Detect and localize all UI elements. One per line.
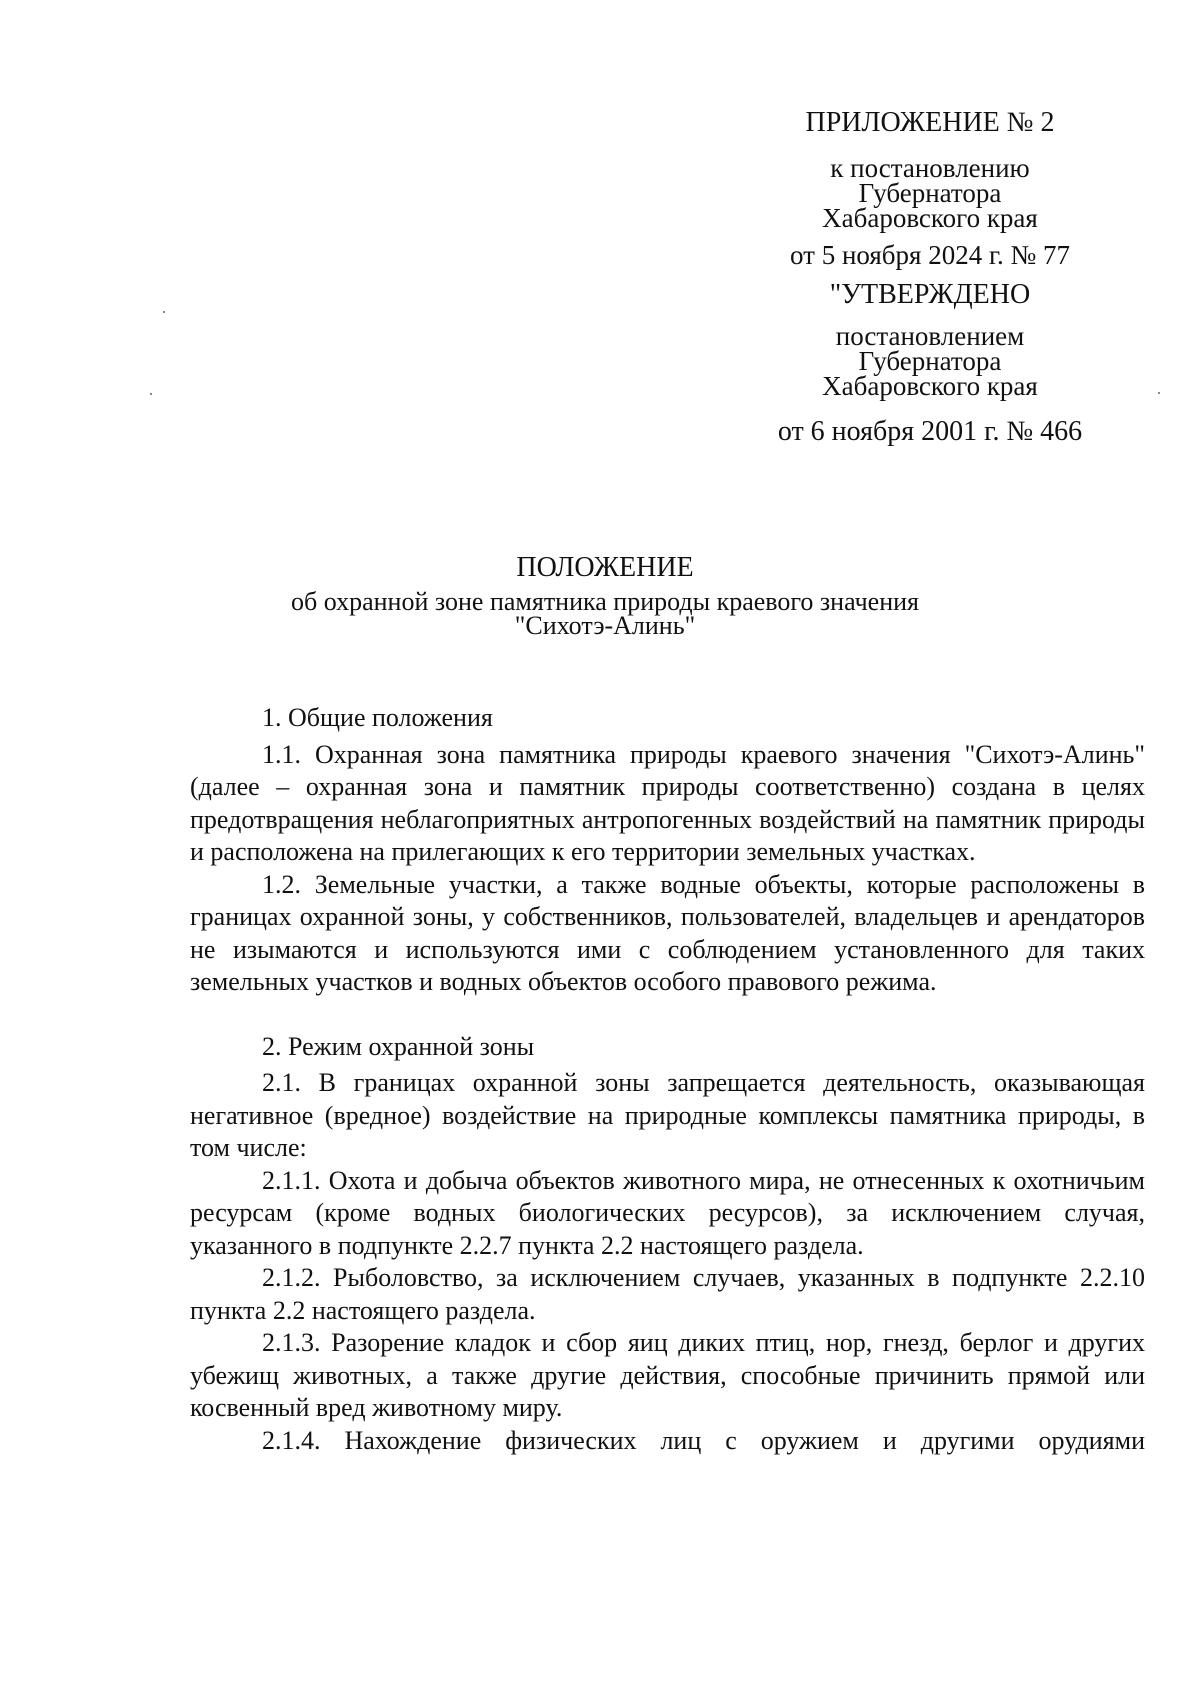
paragraph-1-2: 1.2. Земельные участки, а также водные объекты, которые расположены в границах охранной зоны, у собственников, пользователей, владельцев и арендаторов не изымаются и используются ими с соблюдением установленного для таких земельных участков и водных объектов особого правового режима.: [190, 869, 1145, 996]
paragraph-1-1: 1.1. Охранная зона памятника природы краевого значения "Сихотэ-Алинь" (далее – охранная зона и памятник природы соответственно) создана в целях предотвращения неблагоприятных антропогенных воздействий на памятник природы и расположена на прилегающих к его территории земельных участках.: [190, 739, 1145, 866]
appendix-to-line: к постановлению: [830, 153, 1030, 183]
approved-line: "УТВЕРЖДЕНО: [829, 279, 1031, 310]
scan-artifact: [1158, 392, 1160, 394]
appendix-block: [760, 108, 1100, 447]
paragraph-2-1-1: 2.1.1. Охота и добыча объектов животного мира, не отнесенных к охотничьим ресурсам (кроме водных биологических ресурсов), за исключением случая, указанного в подпункте 2.2.7 пункта 2.2 настоящего раздела.: [190, 1165, 1145, 1260]
appendix-date: от 5 ноября 2024 г. № 77: [790, 240, 1070, 270]
appendix-authority-line1: Губернатора: [858, 178, 1002, 208]
approved-authority-line2: Хабаровского края: [822, 371, 1038, 401]
paragraph-2-1-2: 2.1.2. Рыболовство, за исключением случаев, указанных в подпункте 2.2.10 пункта 2.2 настоящего раздела.: [190, 1263, 1145, 1325]
document-subtitle-line1: об охранной зоне памятника природы краевого значения: [291, 587, 919, 616]
approved-by: постановлением: [835, 321, 1025, 351]
section-1-title: 1. Общие положения: [262, 703, 493, 732]
document-body: [190, 702, 1145, 1457]
scan-artifact: [150, 393, 152, 395]
approved-date: от 6 ноября 2001 г. № 466: [777, 416, 1083, 447]
approved-authority-line1: Губернатора: [858, 346, 1002, 376]
section-2-title: 2. Режим охранной зоны: [262, 1031, 535, 1061]
document-title: ПОЛОЖЕНИЕ: [516, 552, 694, 583]
paragraph-2-1-4: 2.1.4. Нахождение физических лиц с оружием и другими орудиями: [262, 1425, 1145, 1455]
paragraph-2-1: 2.1. В границах охранной зоны запрещается деятельность, оказывающая негативное (вредное) воздействие на природные комплексы памятника природы, в том числе:: [190, 1068, 1145, 1162]
document-heading: [250, 552, 960, 638]
appendix-authority-line2: Хабаровского края: [822, 203, 1038, 233]
scan-artifact: [163, 311, 165, 313]
appendix-number: ПРИЛОЖЕНИЕ № 2: [805, 107, 1055, 138]
document-subtitle-line2: "Сихотэ-Алинь": [514, 611, 696, 640]
paragraph-2-1-3: 2.1.3. Разорение кладок и сбор яиц диких птиц, нор, гнезд, берлог и других убежищ животных, а также другие действия, способные причинить прямой или косвенный вред животному миру.: [190, 1328, 1145, 1422]
